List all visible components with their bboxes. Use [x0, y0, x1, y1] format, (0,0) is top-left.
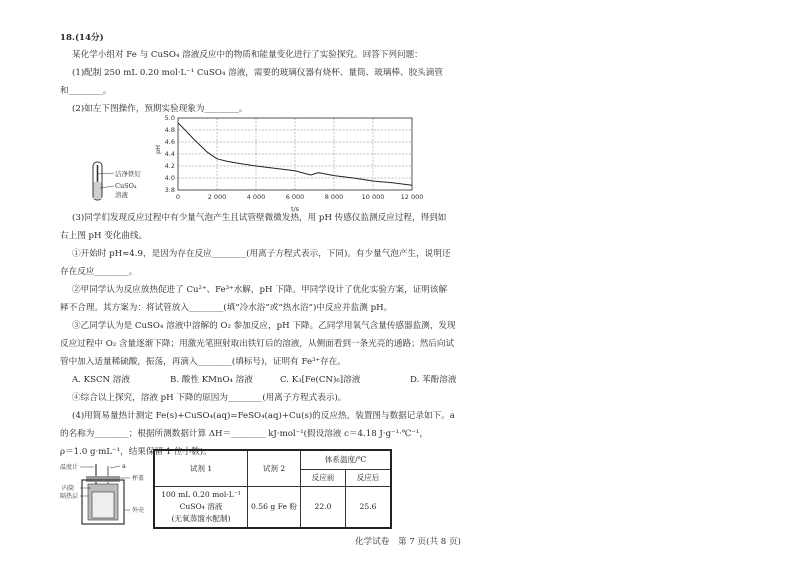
- x-tick-label: 8 000: [324, 193, 344, 201]
- reagent1-line3: (无氧蒸馏水配制): [171, 513, 231, 523]
- q3-2-line-cont: 释不合理。其方案为：将试管放入________(填“冷水浴”或“热水浴”)中反应并监测 pH。: [60, 303, 393, 313]
- label-thermometer: 温度计: [60, 464, 79, 471]
- y-tick-labels: [165, 114, 175, 194]
- q3-1-line: ①开始时 pH≈4.9，是因为存在反应________(用离子方程式表示，下同)。有少量气泡产生，说明还: [72, 249, 451, 259]
- q3-line: (3)同学们发现反应过程中有少量气泡产生且试管壁微微发热，用 pH 传感仪监测反应过程，得到如: [72, 213, 447, 223]
- header-after: 反应后: [346, 469, 392, 486]
- question-header: 18.(14分): [60, 33, 104, 43]
- option-d: D. 苯酚溶液: [410, 375, 457, 385]
- label-a: a: [122, 463, 126, 470]
- x-tick-label: 0: [175, 193, 181, 201]
- calorimeter-figure: [60, 462, 152, 532]
- cell-before: 22.0: [301, 486, 346, 528]
- q3-2-line: ②甲同学认为反应放热促进了 Cu²⁺、Fe³⁺水解，pH 下降。甲同学设计了优化实验方案，证明该解: [72, 285, 448, 295]
- q3-3-line: ③乙同学认为是 CuSO₄ 溶液中溶解的 O₂ 参加反应，pH 下降。乙同学用氧气含量传感器监测，发现: [72, 321, 456, 331]
- ph-chart: [150, 112, 424, 213]
- intro-line: 某化学小组对 Fe 与 CuSO₄ 溶液反应中的物质和能量变化进行了实验探究。回答下列问题：: [72, 50, 423, 60]
- page-footer: 化学试卷 第 7 页(共 8 页): [355, 537, 461, 547]
- reagent1-line1: 100 mL 0.20 mol·L⁻¹: [161, 489, 241, 499]
- y-axis-label: pH: [154, 144, 162, 154]
- q4-line-3: ρ＝1.0 g·mL⁻¹，结果保留 1 位小数)。: [60, 447, 212, 457]
- x-tick-label: 2 000: [207, 193, 227, 201]
- q3-1-line-cont: 存在反应________。: [60, 267, 138, 277]
- y-tick-label: 4.8: [164, 126, 175, 134]
- y-tick-label: 4.2: [164, 162, 175, 170]
- label-lid: 杯盖: [132, 475, 145, 482]
- cell-reagent2: 0.56 g Fe 粉: [248, 486, 301, 528]
- cell-after: 25.6: [346, 486, 392, 528]
- label-solution-1: CuSO₄: [115, 182, 137, 190]
- label-solution-2: 溶液: [115, 191, 128, 199]
- header-reagent2: 试剂 2: [248, 450, 301, 486]
- q3-3-line-2: 反应过程中 O₂ 含量逐渐下降；用激光笔照射取出铁钉后的溶液，从侧面看到一条光亮的通路；然后向试: [60, 339, 455, 349]
- q2-line: (2)如左下图操作，预期实验现象为________。: [72, 104, 248, 114]
- label-inner: 内筒: [62, 485, 75, 492]
- x-tick-label: 12 000: [400, 193, 424, 201]
- header-temp: 体系温度/℃: [301, 450, 392, 469]
- x-tick-label: 4 000: [246, 193, 266, 201]
- y-tick-label: 4.0: [164, 174, 175, 182]
- header-before: 反应前: [301, 469, 346, 486]
- y-tick-label: 3.8: [164, 186, 175, 194]
- x-tick-labels: [176, 193, 423, 201]
- x-tick-label: 10 000: [361, 193, 385, 201]
- data-table: [153, 449, 392, 529]
- option-b: B. 酸性 KMnO₄ 溶液: [170, 375, 253, 385]
- y-tick-label: 5.0: [164, 114, 175, 122]
- q3-3-line-3: 管中加入适量稀硫酸，振荡，再滴入________(填标号)，证明有 Fe³⁺存在。: [60, 357, 346, 367]
- cell-reagent1: [154, 486, 248, 528]
- q1-line: (1)配制 250 mL 0.20 mol·L⁻¹ CuSO₄ 溶液，需要的玻璃仪器有烧杯、量筒、玻璃棒、胶头滴管: [72, 68, 443, 78]
- chart-grid: [178, 118, 412, 190]
- q1-line-cont: 和________。: [60, 86, 112, 96]
- label-nail: 洁净铁钉: [115, 170, 141, 178]
- y-tick-label: 4.4: [164, 150, 175, 158]
- q4-line: (4)用简易量热计测定 Fe(s)+CuSO₄(aq)=FeSO₄(aq)+Cu(s)的反应热，装置图与数据记录如下。a: [72, 411, 455, 421]
- q4-line-2: 的名称为________；根据所测数据计算 ΔH＝________ kJ·mol⁻¹(假设溶液 c＝4.18 J·g⁻¹·℃⁻¹，: [60, 429, 428, 439]
- y-tick-label: 4.6: [164, 138, 175, 146]
- q3-4-line: ④综合以上探究，溶液 pH 下降的原因为________(用离子方程式表示)。: [72, 393, 347, 403]
- option-a: A. KSCN 溶液: [72, 375, 130, 385]
- reagent1-line2: CuSO₄ 溶液: [179, 501, 223, 511]
- x-tick-label: 6 000: [285, 193, 305, 201]
- q3-line-cont: 右上图 pH 变化曲线。: [60, 231, 148, 241]
- label-insulation: 隔热层: [60, 493, 79, 500]
- option-c: C. K₃[Fe(CN)₆]溶液: [280, 375, 361, 385]
- header-reagent1: 试剂 1: [154, 450, 248, 486]
- label-outer: 外壳: [132, 507, 145, 514]
- x-axis-label: t/s: [290, 205, 300, 213]
